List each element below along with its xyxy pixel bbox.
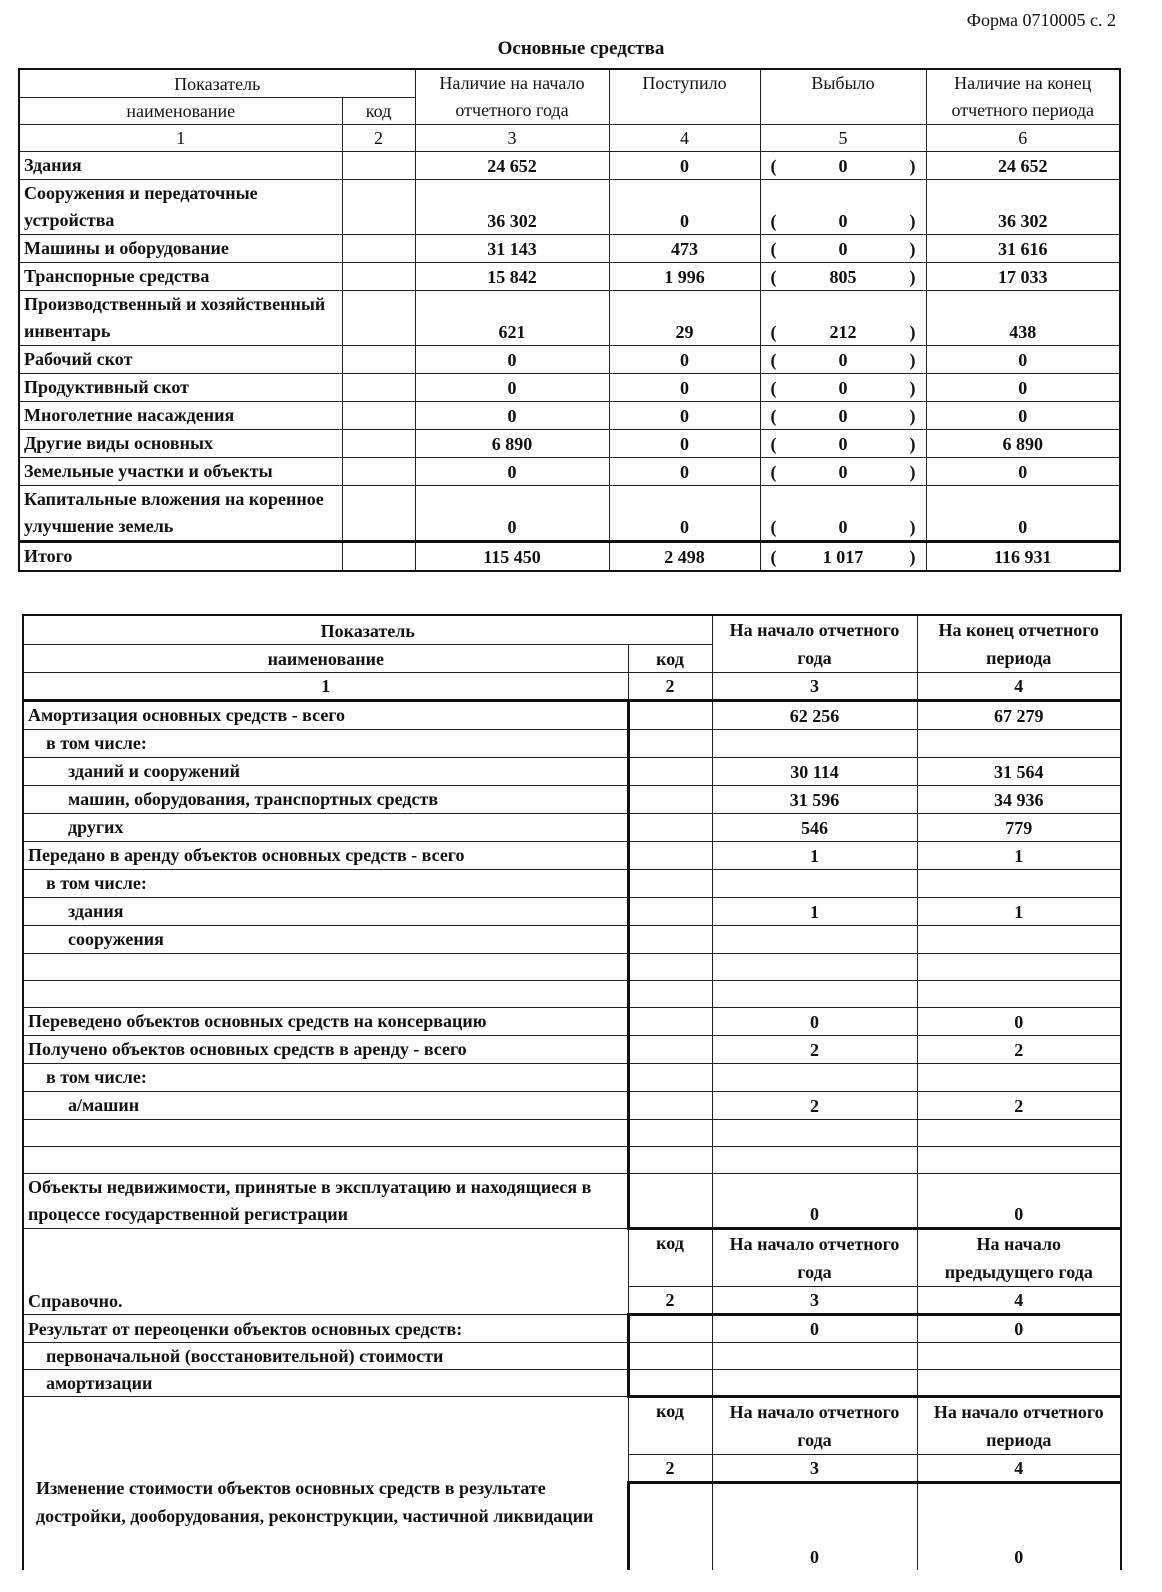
asset-in: 0 <box>609 152 760 180</box>
ref-num-3: 3 <box>712 1287 917 1315</box>
asset-start: 0 <box>415 402 609 430</box>
asset-end: 0 <box>926 486 1120 542</box>
header-code: код <box>628 644 712 673</box>
asset-name: Машины и оборудование <box>19 235 342 263</box>
ref-num-2: 2 <box>628 1287 712 1315</box>
indicator-end: 2 <box>917 1036 1121 1064</box>
asset-out-value: 0 <box>838 434 848 454</box>
ref-header-code: код <box>628 1229 712 1287</box>
paren-close: ) <box>909 406 916 426</box>
paren-open: ( <box>770 462 777 482</box>
indicator-end: 31 564 <box>917 758 1121 786</box>
header-name: наименование <box>19 97 342 125</box>
indicator-name: Объекты недвижимости, принятые в эксплуатацию и находящиеся в процессе государственной регистрации <box>23 1174 628 1229</box>
indicator-name: Амортизация основных средств - всего <box>23 701 628 730</box>
indicator-name <box>23 981 628 1008</box>
ref-code <box>628 1343 712 1370</box>
asset-name: Рабочий скот <box>19 346 342 374</box>
indicator-start <box>712 1147 917 1174</box>
asset-start: 15 842 <box>415 263 609 291</box>
indicator-end: 0 <box>917 1008 1121 1036</box>
asset-in: 0 <box>609 346 760 374</box>
indicator-name: здания <box>23 898 628 926</box>
asset-code <box>342 374 415 402</box>
ref-num-4: 4 <box>917 1287 1121 1315</box>
header-in: Поступило <box>609 69 760 125</box>
indicator-name: других <box>23 814 628 842</box>
asset-out <box>760 346 926 374</box>
indicator-end <box>917 1064 1121 1092</box>
ref-value-a: 0 <box>712 1315 917 1343</box>
asset-name: Другие виды основных <box>19 430 342 458</box>
depreciation-table <box>22 614 1122 1570</box>
asset-code <box>342 291 415 346</box>
asset-out <box>760 180 926 235</box>
indicator-code <box>628 701 712 730</box>
indicator-start: 31 596 <box>712 786 917 814</box>
indicator-code <box>628 954 712 981</box>
change-header-b: На начало отчетного периода <box>917 1397 1121 1455</box>
indicator-code <box>628 926 712 954</box>
indicator-code <box>628 1036 712 1064</box>
asset-end: 17 033 <box>926 263 1120 291</box>
indicator-start <box>712 1064 917 1092</box>
asset-code <box>342 152 415 180</box>
col-num-2: 2 <box>342 125 415 152</box>
paren-close: ) <box>909 350 916 370</box>
asset-start: 0 <box>415 486 609 542</box>
indicator-start: 1 <box>712 898 917 926</box>
ref-value-b <box>917 1370 1121 1397</box>
indicator-start: 1 <box>712 842 917 870</box>
asset-code <box>342 486 415 542</box>
paren-close: ) <box>909 267 916 287</box>
indicator-start: 2 <box>712 1092 917 1120</box>
paren-open: ( <box>770 156 777 176</box>
asset-out <box>760 542 926 572</box>
indicator-start <box>712 870 917 898</box>
indicator-end <box>917 981 1121 1008</box>
asset-start: 0 <box>415 346 609 374</box>
asset-name: Капитальные вложения на коренное улучшение земель <box>19 486 342 542</box>
asset-code <box>342 542 415 572</box>
asset-out <box>760 291 926 346</box>
indicator-code <box>628 730 712 758</box>
asset-name: Транспорные средства <box>19 263 342 291</box>
asset-in: 1 996 <box>609 263 760 291</box>
asset-start: 621 <box>415 291 609 346</box>
asset-code <box>342 263 415 291</box>
indicator-end <box>917 954 1121 981</box>
indicator-start <box>712 730 917 758</box>
indicator-row <box>23 1036 1121 1064</box>
header-out: Выбыло <box>760 69 926 125</box>
indicator-code <box>628 1008 712 1036</box>
indicator-name: а/машин <box>23 1092 628 1120</box>
ref-name: Результат от переоценки объектов основных средств: <box>23 1315 628 1343</box>
indicator-end <box>917 1120 1121 1147</box>
header-code: код <box>342 97 415 125</box>
change-num-3: 3 <box>712 1455 917 1483</box>
asset-row <box>19 291 1120 346</box>
fixed-assets-table <box>18 68 1121 572</box>
paren-close: ) <box>909 322 916 342</box>
asset-end: 24 652 <box>926 152 1120 180</box>
asset-row <box>19 374 1120 402</box>
indicator-end: 1 <box>917 898 1121 926</box>
asset-start: 115 450 <box>415 542 609 572</box>
header-end: Наличие на конец отчетного периода <box>926 69 1120 125</box>
change-num-2: 2 <box>628 1455 712 1483</box>
paren-open: ( <box>770 267 777 287</box>
indicator-start: 546 <box>712 814 917 842</box>
indicator-end: 2 <box>917 1092 1121 1120</box>
asset-end: 6 890 <box>926 430 1120 458</box>
change-value-a: 0 <box>712 1483 917 1571</box>
indicator-name: в том числе: <box>23 870 628 898</box>
indicator-start <box>712 981 917 1008</box>
asset-out-value: 0 <box>838 406 848 426</box>
asset-out <box>760 374 926 402</box>
paren-close: ) <box>909 378 916 398</box>
asset-end: 116 931 <box>926 542 1120 572</box>
change-label: Изменение стоимости объектов основных средств в результате достройки, дооборудования, реконструкции, частичной ликвидации <box>36 1478 594 1526</box>
col-num-2: 2 <box>628 673 712 701</box>
indicator-row <box>23 814 1121 842</box>
asset-row <box>19 180 1120 235</box>
indicator-name: зданий и сооружений <box>23 758 628 786</box>
indicator-row <box>23 954 1121 981</box>
paren-close: ) <box>909 547 916 567</box>
change-num-4: 4 <box>917 1455 1121 1483</box>
ref-name: амортизации <box>23 1370 628 1397</box>
asset-start: 0 <box>415 374 609 402</box>
change-value-b: 0 <box>917 1483 1121 1571</box>
asset-out <box>760 430 926 458</box>
asset-start: 31 143 <box>415 235 609 263</box>
asset-end: 0 <box>926 402 1120 430</box>
asset-out <box>760 486 926 542</box>
indicator-code <box>628 1147 712 1174</box>
indicator-row <box>23 981 1121 1008</box>
col-num-1: 1 <box>23 673 628 701</box>
asset-code <box>342 458 415 486</box>
ref-header-b: На начало предыдущего года <box>917 1229 1121 1287</box>
asset-out-value: 0 <box>838 378 848 398</box>
asset-end: 438 <box>926 291 1120 346</box>
asset-out-value: 212 <box>829 322 857 342</box>
indicator-row <box>23 1064 1121 1092</box>
indicator-start: 30 114 <box>712 758 917 786</box>
asset-out <box>760 152 926 180</box>
indicator-row <box>23 1174 1121 1229</box>
ref-code <box>628 1315 712 1343</box>
indicator-end <box>917 730 1121 758</box>
change-header-a: На начало отчетного года <box>712 1397 917 1455</box>
col-num-4: 4 <box>917 673 1121 701</box>
change-header-code: код <box>628 1397 712 1455</box>
indicator-end: 67 279 <box>917 701 1121 730</box>
indicator-name: в том числе: <box>23 1064 628 1092</box>
change-code <box>628 1483 712 1571</box>
asset-row <box>19 235 1120 263</box>
asset-name: Здания <box>19 152 342 180</box>
paren-open: ( <box>770 322 777 342</box>
indicator-end <box>917 926 1121 954</box>
indicator-code <box>628 981 712 1008</box>
asset-in: 2 498 <box>609 542 760 572</box>
asset-row <box>19 152 1120 180</box>
paren-close: ) <box>909 462 916 482</box>
asset-row <box>19 458 1120 486</box>
col-num-6: 6 <box>926 125 1120 152</box>
asset-row <box>19 346 1120 374</box>
indicator-row <box>23 786 1121 814</box>
indicator-name: Передано в аренду объектов основных средств - всего <box>23 842 628 870</box>
indicator-code <box>628 870 712 898</box>
asset-code <box>342 346 415 374</box>
ref-value-b <box>917 1343 1121 1370</box>
asset-out <box>760 263 926 291</box>
indicator-code <box>628 1174 712 1229</box>
asset-name: Сооружения и передаточные устройства <box>19 180 342 235</box>
paren-open: ( <box>770 406 777 426</box>
asset-out <box>760 402 926 430</box>
indicator-row <box>23 926 1121 954</box>
asset-out-value: 0 <box>838 462 848 482</box>
asset-row <box>19 263 1120 291</box>
asset-end: 36 302 <box>926 180 1120 235</box>
header-name: наименование <box>23 644 628 673</box>
indicator-start <box>712 1120 917 1147</box>
indicator-code <box>628 758 712 786</box>
paren-open: ( <box>770 239 777 259</box>
indicator-row <box>23 870 1121 898</box>
col-num-5: 5 <box>760 125 926 152</box>
paren-close: ) <box>909 156 916 176</box>
paren-close: ) <box>909 211 916 231</box>
indicator-end: 779 <box>917 814 1121 842</box>
asset-in: 0 <box>609 458 760 486</box>
asset-out-value: 0 <box>838 517 848 537</box>
indicator-name: в том числе: <box>23 730 628 758</box>
indicator-end: 1 <box>917 842 1121 870</box>
col-num-3: 3 <box>415 125 609 152</box>
ref-value-a <box>712 1370 917 1397</box>
indicator-start <box>712 926 917 954</box>
asset-start: 0 <box>415 458 609 486</box>
asset-name: Продуктивный скот <box>19 374 342 402</box>
asset-start: 36 302 <box>415 180 609 235</box>
indicator-code <box>628 814 712 842</box>
indicator-row <box>23 1147 1121 1174</box>
header-start: Наличие на начало отчетного года <box>415 69 609 125</box>
asset-row <box>19 486 1120 542</box>
paren-close: ) <box>909 517 916 537</box>
ref-row <box>23 1370 1121 1397</box>
indicator-start: 62 256 <box>712 701 917 730</box>
indicator-row <box>23 842 1121 870</box>
paren-open: ( <box>770 434 777 454</box>
asset-end: 0 <box>926 346 1120 374</box>
col-num-3: 3 <box>712 673 917 701</box>
asset-name: Производственный и хозяйственный инвентарь <box>19 291 342 346</box>
paren-open: ( <box>770 350 777 370</box>
header-start: На начало отчетного года <box>712 615 917 673</box>
ref-value-b: 0 <box>917 1315 1121 1343</box>
asset-in: 0 <box>609 486 760 542</box>
asset-out <box>760 458 926 486</box>
indicator-name: сооружения <box>23 926 628 954</box>
header-end: На конец отчетного периода <box>917 615 1121 673</box>
indicator-name <box>23 1147 628 1174</box>
indicator-code <box>628 1092 712 1120</box>
col-num-4: 4 <box>609 125 760 152</box>
asset-in: 29 <box>609 291 760 346</box>
asset-name: Земельные участки и объекты <box>19 458 342 486</box>
asset-name: Итого <box>19 542 342 572</box>
asset-row <box>19 402 1120 430</box>
indicator-start: 0 <box>712 1174 917 1229</box>
indicator-name <box>23 1120 628 1147</box>
ref-value-a <box>712 1343 917 1370</box>
paren-close: ) <box>909 434 916 454</box>
asset-code <box>342 402 415 430</box>
indicator-code <box>628 1120 712 1147</box>
indicator-end: 0 <box>917 1174 1121 1229</box>
indicator-code <box>628 786 712 814</box>
indicator-row <box>23 701 1121 730</box>
indicator-row <box>23 1120 1121 1147</box>
asset-in: 0 <box>609 374 760 402</box>
indicator-name: Получено объектов основных средств в аренду - всего <box>23 1036 628 1064</box>
asset-out-value: 0 <box>838 350 848 370</box>
ref-code <box>628 1370 712 1397</box>
header-indicator: Показатель <box>19 69 415 97</box>
asset-out-value: 0 <box>838 239 848 259</box>
asset-end: 0 <box>926 458 1120 486</box>
paren-close: ) <box>909 239 916 259</box>
asset-code <box>342 235 415 263</box>
page-title: Основные средства <box>497 38 665 59</box>
asset-end: 31 616 <box>926 235 1120 263</box>
asset-out-value: 0 <box>838 211 848 231</box>
ref-name: первоначальной (восстановительной) стоимости <box>23 1343 628 1370</box>
ref-row <box>23 1343 1121 1370</box>
indicator-row <box>23 898 1121 926</box>
indicator-code <box>628 1064 712 1092</box>
indicator-end <box>917 1147 1121 1174</box>
col-num-1: 1 <box>19 125 342 152</box>
indicator-start: 2 <box>712 1036 917 1064</box>
paren-open: ( <box>770 211 777 231</box>
indicator-row <box>23 758 1121 786</box>
indicator-end <box>917 870 1121 898</box>
paren-open: ( <box>770 378 777 398</box>
asset-out-value: 805 <box>829 267 857 287</box>
paren-open: ( <box>770 517 777 537</box>
indicator-name: машин, оборудования, транспортных средств <box>23 786 628 814</box>
indicator-row <box>23 1008 1121 1036</box>
asset-row <box>19 430 1120 458</box>
form-code: Форма 0710005 с. 2 <box>966 10 1116 30</box>
asset-end: 0 <box>926 374 1120 402</box>
asset-in: 0 <box>609 402 760 430</box>
asset-name: Многолетние насаждения <box>19 402 342 430</box>
indicator-row <box>23 1092 1121 1120</box>
indicator-code <box>628 898 712 926</box>
asset-code <box>342 180 415 235</box>
asset-in: 473 <box>609 235 760 263</box>
indicator-end: 34 936 <box>917 786 1121 814</box>
asset-row <box>19 542 1120 572</box>
indicator-row <box>23 730 1121 758</box>
indicator-code <box>628 842 712 870</box>
ref-row <box>23 1315 1121 1343</box>
asset-start: 6 890 <box>415 430 609 458</box>
asset-out-value: 0 <box>838 156 848 176</box>
ref-label: Справочно. <box>23 1229 628 1315</box>
indicator-start <box>712 954 917 981</box>
indicator-start: 0 <box>712 1008 917 1036</box>
header-indicator: Показатель <box>23 615 712 644</box>
indicator-name <box>23 954 628 981</box>
asset-in: 0 <box>609 430 760 458</box>
asset-start: 24 652 <box>415 152 609 180</box>
asset-out-value: 1 017 <box>822 547 864 567</box>
paren-open: ( <box>770 547 777 567</box>
indicator-name: Переведено объектов основных средств на консервацию <box>23 1008 628 1036</box>
asset-in: 0 <box>609 180 760 235</box>
asset-out <box>760 235 926 263</box>
ref-header-a: На начало отчетного года <box>712 1229 917 1287</box>
asset-code <box>342 430 415 458</box>
